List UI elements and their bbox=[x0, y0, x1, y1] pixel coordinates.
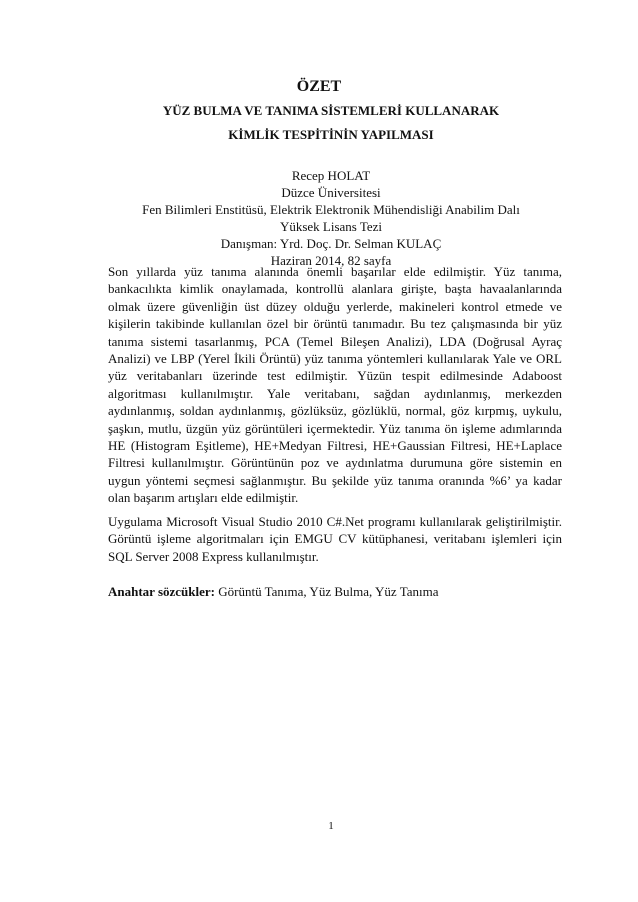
abstract-heading: ÖZET bbox=[296, 78, 342, 95]
keywords-text: Görüntü Tanıma, Yüz Bulma, Yüz Tanıma bbox=[215, 584, 439, 599]
university-name: Düzce Üniversitesi bbox=[281, 185, 381, 200]
keywords-line bbox=[108, 583, 562, 600]
abstract-paragraph-2: Uygulama Microsoft Visual Studio 2010 C#.Net programı kullanılarak geliştirilmiştir. Görüntü işleme algoritmaları için EMGU CV kütüphanesi, veritabanı işlemleri için SQL Server 2008 Express kullanılmıştır. bbox=[108, 514, 562, 564]
abstract-paragraph-1: Son yıllarda yüz tanıma alanında önemli başarılar elde edilmiştir. Yüz tanıma, bankacılıkta kimlik onaylamada, kontrollü alanlara girişte, başta havaalanlarında olmak üzere güvenliğin üst düzey olduğu yerlerde, makineleri kontrol etmede ve kişilerin takibinde kullanılan özel bir örüntü tanımadır. Bu tez çalışmasında bir yüz tanıma sistemi tasarlanmış, PCA (Temel Bileşen Analizi), LDA (Doğrusal Ayraç Analizi) ve LBP (Yerel İkili Örüntü) yüz tanıma yöntemleri kullanılarak Yale ve ORL yüz veritabanları üzerinde test edilmiştir. Yüzün tespit edilmesinde Adaboost algoritması kullanılmıştır. Yale veritabanı, sağdan aydınlanmış, merkezden aydınlanmış, soldan aydınlanmış, gözlüksüz, gözlüklü, normal, göz kırpmış, uykulu, şaşkın, mutlu, üzgün yüz görüntüleri içermektedir. Yüz tanıma ön işleme adımlarında HE (Histogram Eşitleme), HE+Medyan Filtresi, HE+Gaussian Filtresi, HE+Laplace Filtresi kullanılmıştır. Görüntünün poz ve aydınlatma durumuna göre sistemin en uygun yöntemi seçmesi sağlanmıştır. Bu şekilde yüz tanıma oranında %6’ ya kadar olan başarım artışları elde edilmiştir. bbox=[108, 264, 562, 506]
thesis-title-line-1: YÜZ BULMA VE TANIMA SİSTEMLERİ KULLANARAK bbox=[162, 103, 500, 118]
author-name: Recep HOLAT bbox=[291, 168, 371, 183]
thesis-title-line-2: KİMLİK TESPİTİNİN YAPILMASI bbox=[228, 127, 434, 142]
advisor-name: Danışman: Yrd. Doç. Dr. Selman KULAÇ bbox=[220, 236, 442, 251]
page-number: 1 bbox=[328, 820, 334, 832]
date-and-pages: Haziran 2014, 82 sayfa bbox=[270, 253, 392, 268]
thesis-type: Yüksek Lisans Tezi bbox=[279, 219, 383, 234]
institute-department: Fen Bilimleri Enstitüsü, Elektrik Elektronik Mühendisliği Anabilim Dalı bbox=[142, 202, 520, 217]
keywords-label: Anahtar sözcükler: bbox=[108, 584, 216, 599]
thesis-metadata bbox=[12, 167, 638, 269]
